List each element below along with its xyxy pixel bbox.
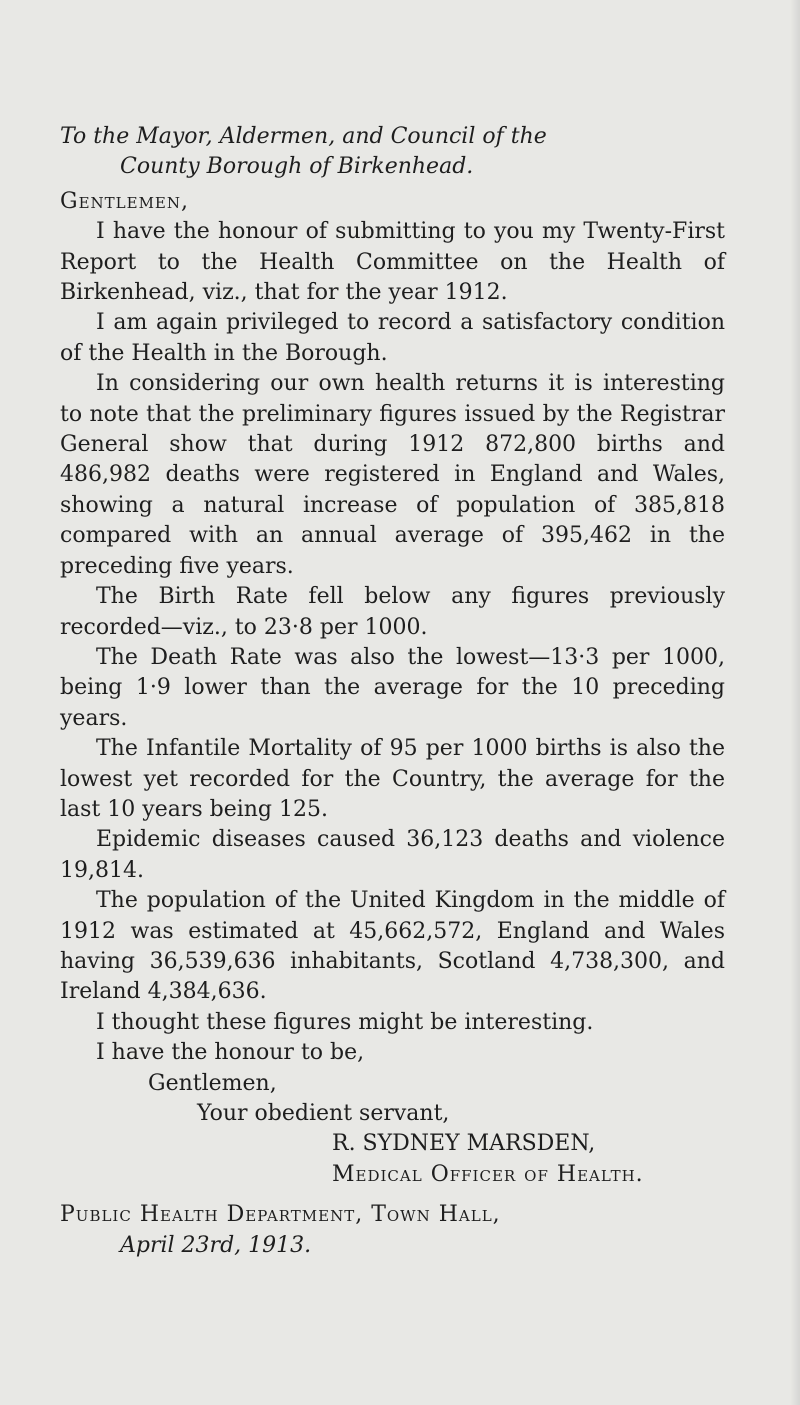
paragraph: I am again privileged to record a satisfactory condition of the Health in the Borough. xyxy=(60,310,725,366)
closing-line-1: I have the honour to be, xyxy=(96,1040,365,1066)
closing-line-3: Your obedient servant, xyxy=(197,1101,450,1126)
paragraph: The Death Rate was also the lowest—13·3 per 1000, being 1·9 lower than the average for the 10 preceding years. xyxy=(60,644,725,731)
closing-block xyxy=(60,1038,725,1190)
paragraph: The population of the United Kingdom in the middle of 1912 was estimated at 45,662,572, England and Wales having 36,539,636 inhabitants, Scotland 4,738,300, and Ireland 4,384,636. xyxy=(60,888,725,1005)
address-heading xyxy=(60,122,725,183)
paragraph: I have the honour of submitting to you my Twenty-First Report to the Health Committee on the Health of Birkenhead, viz., that for the year 1912. xyxy=(60,219,725,306)
signatory-title: Medical Officer of Health. xyxy=(332,1161,644,1187)
paragraph: The Birth Rate fell below any figures previously recorded—viz., to 23·8 per 1000. xyxy=(60,584,725,640)
letter-body xyxy=(60,122,725,1261)
page-edge-shadow xyxy=(790,0,800,1405)
department-line: Public Health Department, Town Hall, xyxy=(60,1202,501,1228)
paragraph: In considering our own health returns it is interesting to note that the preliminary figures issued by the Registrar General show that during 1912 872,800 births and 486,982 deaths were registered in England and Wales, showing a natural increase of population of 385,818 compared with an annual average of 395,462 in the preceding five years. xyxy=(60,371,725,579)
address-line-2: County Borough of Birkenhead. xyxy=(120,154,474,180)
paragraph: The Infantile Mortality of 95 per 1000 births is also the lowest yet recorded for the Country, the average for the last 10 years being 125. xyxy=(60,736,725,822)
address-line-1: To the Mayor, Aldermen, and Council of the xyxy=(60,124,547,149)
date-line: April 23rd, 1913. xyxy=(120,1232,312,1258)
paragraph: I thought these figures might be interesting. xyxy=(96,1009,594,1035)
closing-line-2: Gentlemen, xyxy=(148,1070,277,1096)
paragraph: Epidemic diseases caused 36,123 deaths and violence 19,814. xyxy=(60,827,725,883)
salutation: Gentlemen, xyxy=(60,188,189,214)
signature: R. SYDNEY MARSDEN, xyxy=(332,1131,596,1157)
